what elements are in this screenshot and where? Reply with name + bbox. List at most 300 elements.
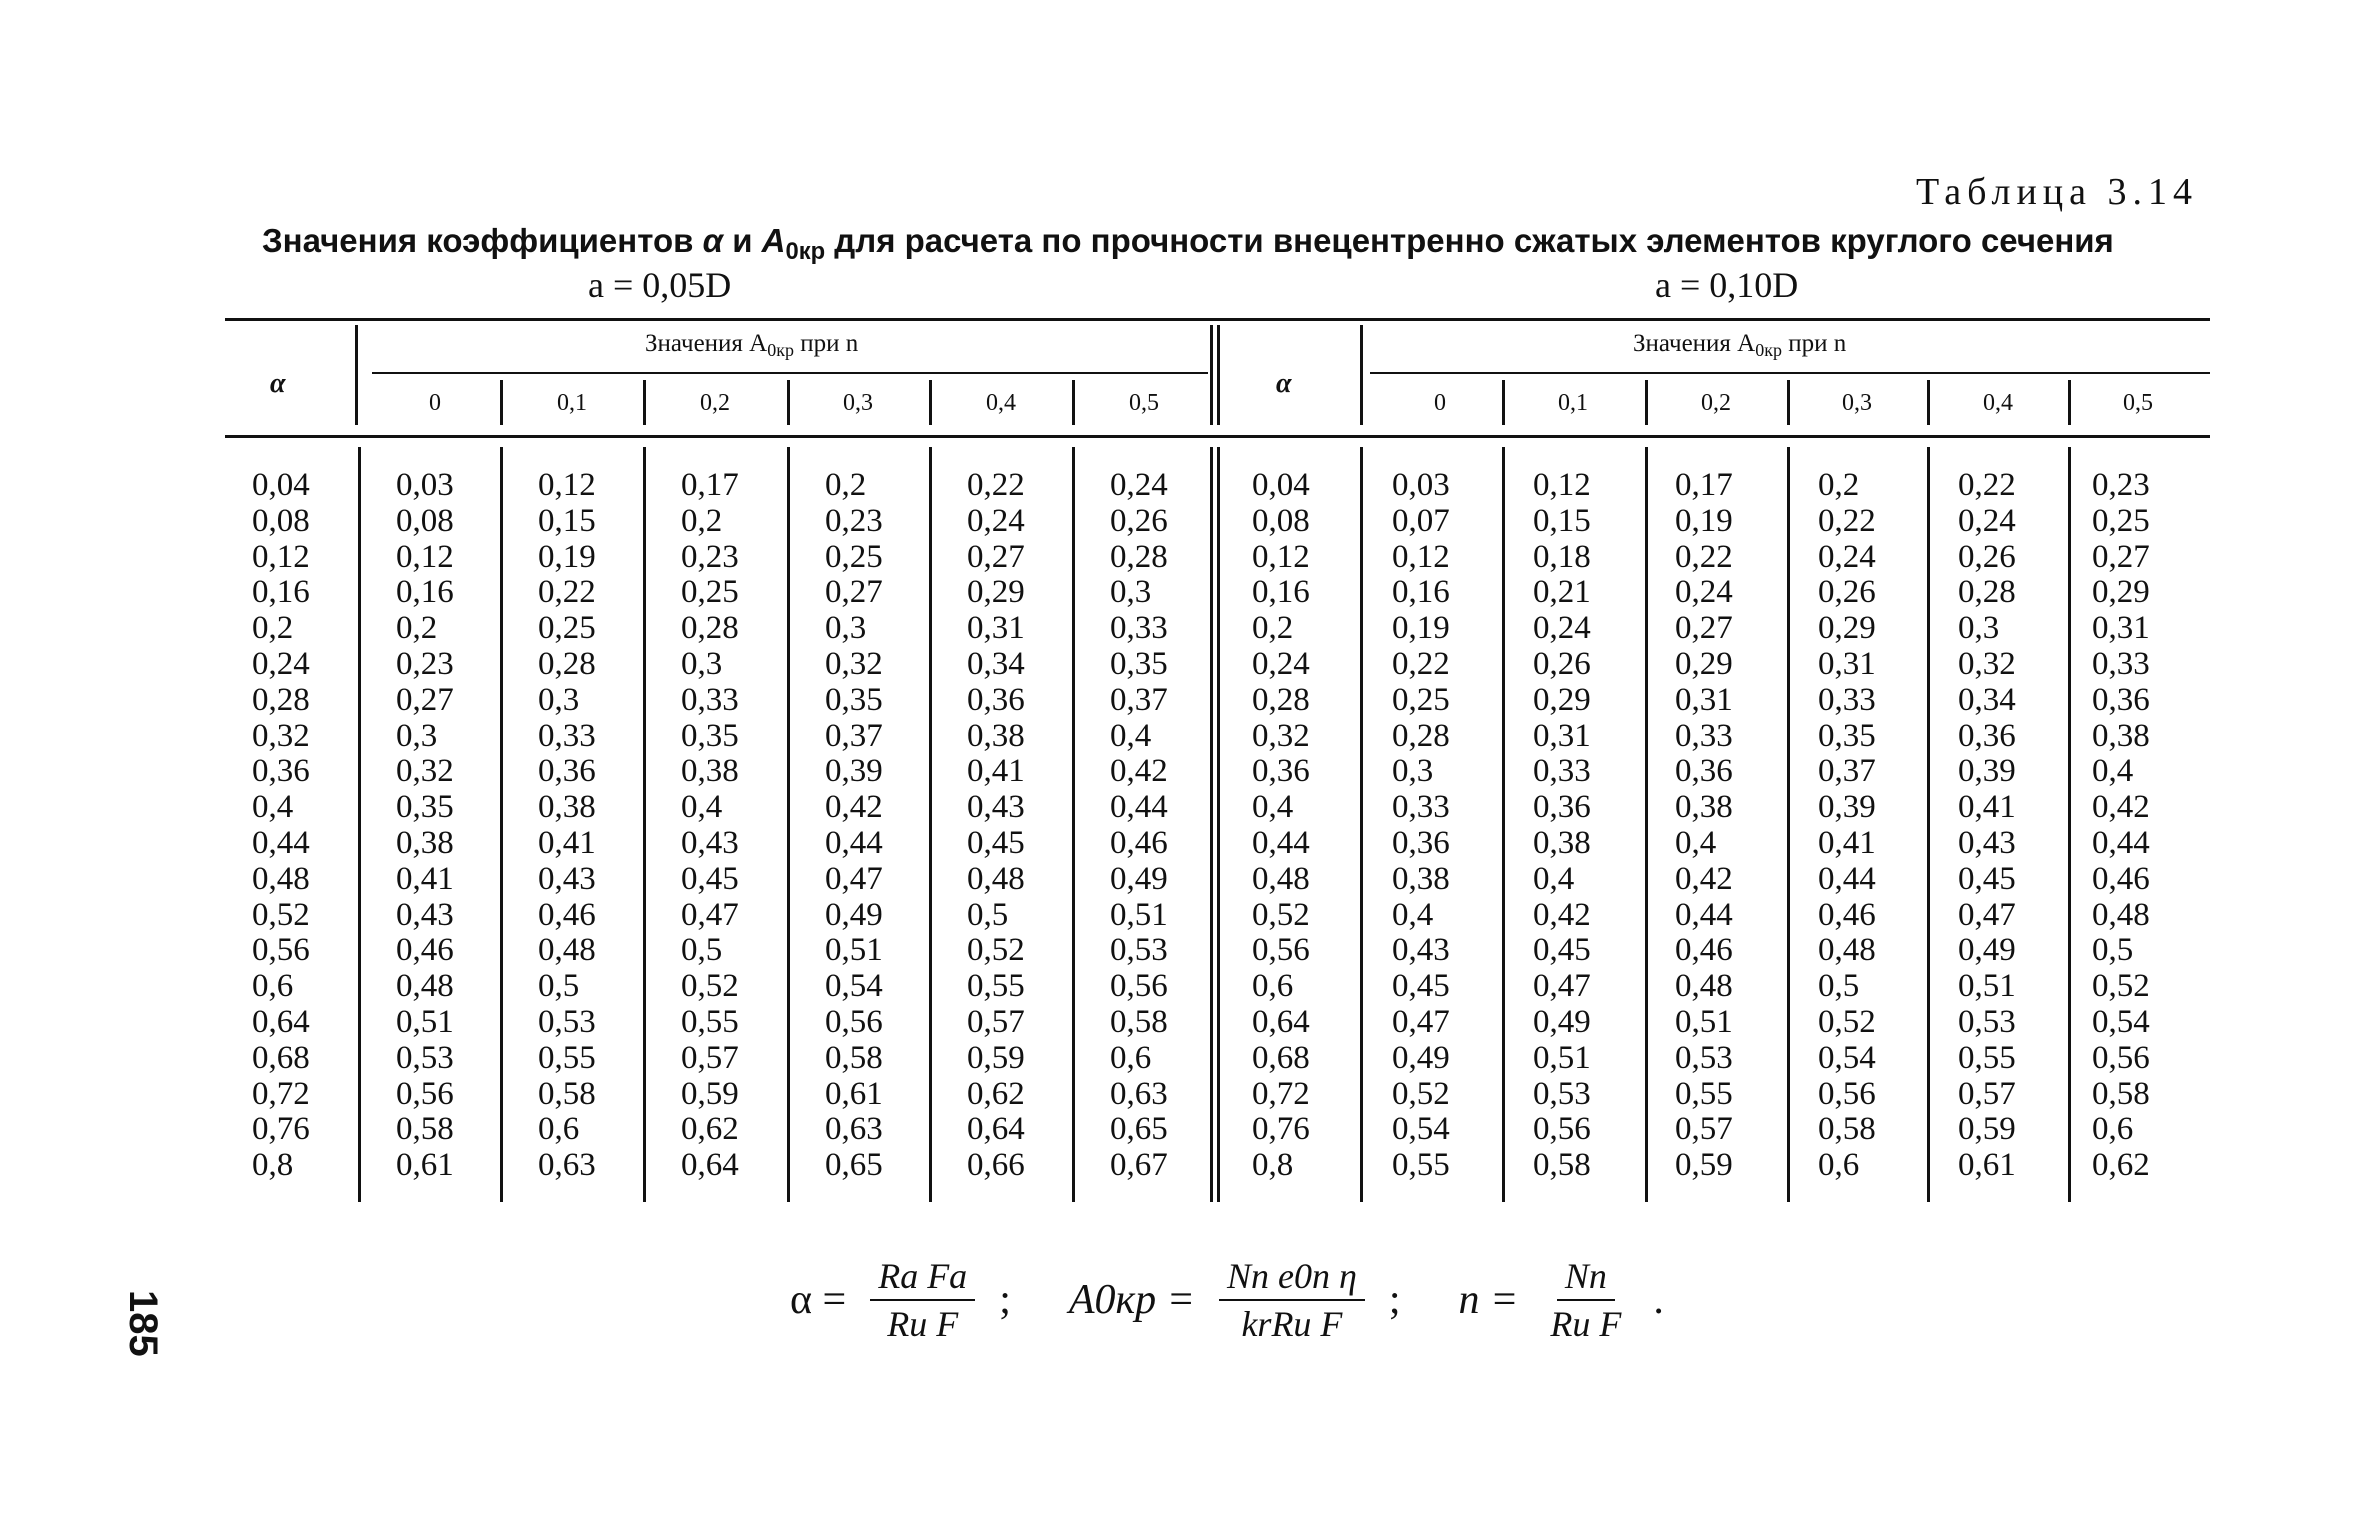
- table-cell: 0,56: [825, 1003, 883, 1040]
- divider: [1360, 447, 1363, 1202]
- table-cell: 0,51: [1675, 1003, 1733, 1040]
- table-cell: 0,54: [1392, 1111, 1450, 1148]
- table-cell: 0,41: [1958, 789, 2016, 826]
- a0kr-fraction: [1219, 1255, 1365, 1345]
- table-cell: 0,33: [1818, 681, 1876, 718]
- table-cell: 0,28: [1392, 717, 1450, 754]
- table-cell: 0,44: [2092, 824, 2150, 861]
- table-cell: 0,16: [1252, 574, 1310, 611]
- table-cell: 0,3: [1110, 574, 1152, 611]
- table-cell: 0,23: [681, 538, 739, 575]
- table-cell: 0,46: [538, 896, 596, 933]
- table-cell: 0,55: [681, 1003, 739, 1040]
- n-header: 0,5: [1129, 390, 1159, 416]
- table-cell: 0,45: [681, 860, 739, 897]
- table-cell: 0,36: [252, 753, 310, 790]
- table-cell: 0,55: [538, 1039, 596, 1076]
- title-a: A: [761, 222, 786, 259]
- table-cell: 0,33: [538, 717, 596, 754]
- table-cell: 0,64: [681, 1147, 739, 1184]
- table-cell: 0,27: [967, 538, 1025, 575]
- value-column: [1392, 468, 1450, 1184]
- table-cell: 0,27: [2092, 538, 2150, 575]
- table-cell: 0,47: [1392, 1003, 1450, 1040]
- table-cell: 0,12: [1392, 538, 1450, 575]
- n-header: 0,3: [1842, 390, 1872, 416]
- table-cell: 0,34: [1958, 681, 2016, 718]
- table-cell: 0,49: [1958, 932, 2016, 969]
- table-cell: 0,33: [681, 681, 739, 718]
- table-cell: 0,72: [252, 1075, 310, 1112]
- table-cell: 0,17: [681, 467, 739, 503]
- value-column: [1533, 468, 1591, 1184]
- table-cell: 0,22: [1818, 502, 1876, 539]
- table-cell: 0,52: [681, 968, 739, 1005]
- divider: [643, 447, 646, 1202]
- table-cell: 0,38: [1675, 789, 1733, 826]
- table-cell: 0,55: [1392, 1147, 1450, 1184]
- table-cell: 0,58: [825, 1039, 883, 1076]
- table-cell: 0,27: [1675, 610, 1733, 647]
- table-cell: 0,51: [1958, 968, 2016, 1005]
- a0kr-numerator: Nп e0п η: [1219, 1255, 1365, 1301]
- table-cell: 0,38: [1533, 824, 1591, 861]
- table-cell: 0,23: [2092, 467, 2150, 503]
- table-cell: 0,59: [1958, 1111, 2016, 1148]
- table-cell: 0,6: [1252, 968, 1294, 1005]
- table-cell: 0,65: [1110, 1111, 1168, 1148]
- title-post: для расчета по прочности внецентренно сжатых элементов круглого сечения: [825, 222, 2114, 259]
- table-cell: 0,36: [1392, 824, 1450, 861]
- divider: [929, 380, 932, 425]
- table-cell: 0,51: [1110, 896, 1168, 933]
- table-cell: 0,35: [681, 717, 739, 754]
- a0kr-lhs: A0кр =: [1068, 1277, 1196, 1323]
- alpha-lhs: α =: [790, 1277, 847, 1323]
- divider: [1502, 380, 1505, 425]
- n-header: 0,5: [2123, 390, 2153, 416]
- table-cell: 0,6: [1110, 1039, 1152, 1076]
- table-cell: 0,29: [1675, 645, 1733, 682]
- table-cell: 0,21: [1533, 574, 1591, 611]
- formula: [790, 1255, 1664, 1345]
- n-header: 0,2: [700, 390, 730, 416]
- title-alpha: α: [702, 222, 724, 259]
- table-cell: 0,5: [538, 968, 580, 1005]
- table-label: Таблица 3.14: [1915, 171, 2198, 213]
- alpha-denominator: Rи F: [887, 1304, 959, 1344]
- formula-end: .: [1653, 1277, 1664, 1323]
- table-cell: 0,56: [1110, 968, 1168, 1005]
- alpha-column-left: [252, 468, 310, 1184]
- table-cell: 0,19: [1675, 502, 1733, 539]
- table-cell: 0,56: [1533, 1111, 1591, 1148]
- table-cell: 0,43: [396, 896, 454, 933]
- table-cell: 0,16: [252, 574, 310, 611]
- table-cell: 0,28: [681, 610, 739, 647]
- table-cell: 0,27: [396, 681, 454, 718]
- value-column: [2092, 468, 2150, 1184]
- table-cell: 0,52: [2092, 968, 2150, 1005]
- table-cell: 0,41: [1818, 824, 1876, 861]
- table-cell: 0,5: [1818, 968, 1860, 1005]
- table-cell: 0,54: [2092, 1003, 2150, 1040]
- divider: [2068, 380, 2071, 425]
- table-cell: 0,33: [1675, 717, 1733, 754]
- table-cell: 0,58: [1533, 1147, 1591, 1184]
- n-header: 0,4: [1983, 390, 2013, 416]
- table-cell: 0,43: [1392, 932, 1450, 969]
- table-cell: 0,33: [1110, 610, 1168, 647]
- table-cell: 0,53: [538, 1003, 596, 1040]
- table-cell: 0,52: [1818, 1003, 1876, 1040]
- table-cell: 0,23: [396, 645, 454, 682]
- table-cell: 0,44: [1675, 896, 1733, 933]
- table-cell: 0,15: [538, 502, 596, 539]
- table-cell: 0,57: [681, 1039, 739, 1076]
- table-cell: 0,38: [2092, 717, 2150, 754]
- table-cell: 0,46: [396, 932, 454, 969]
- table-cell: 0,16: [1392, 574, 1450, 611]
- table-cell: 0,3: [1392, 753, 1434, 790]
- table-cell: 0,61: [1958, 1147, 2016, 1184]
- table-cell: 0,08: [396, 502, 454, 539]
- table-cell: 0,31: [1818, 645, 1876, 682]
- table-cell: 0,48: [396, 968, 454, 1005]
- title-pre: Значения коэффициентов: [262, 222, 703, 259]
- table-cell: 0,56: [1818, 1075, 1876, 1112]
- table-cell: 0,36: [1675, 753, 1733, 790]
- n-header: 0,3: [843, 390, 873, 416]
- table-cell: 0,35: [396, 789, 454, 826]
- table-cell: 0,45: [1392, 968, 1450, 1005]
- table-cell: 0,47: [825, 860, 883, 897]
- value-column: [825, 468, 883, 1184]
- table-cell: 0,32: [252, 717, 310, 754]
- table-cell: 0,59: [681, 1075, 739, 1112]
- table-cell: 0,42: [1533, 896, 1591, 933]
- table-cell: 0,52: [252, 896, 310, 933]
- double-divider: [1210, 447, 1220, 1202]
- table-cell: 0,48: [538, 932, 596, 969]
- table-cell: 0,36: [538, 753, 596, 790]
- table-cell: 0,53: [1110, 932, 1168, 969]
- table-cell: 0,33: [1392, 789, 1450, 826]
- double-divider: [1210, 325, 1220, 425]
- table-cell: 0,39: [1818, 789, 1876, 826]
- table-cell: 0,63: [538, 1147, 596, 1184]
- table-cell: 0,46: [2092, 860, 2150, 897]
- table-cell: 0,59: [1675, 1147, 1733, 1184]
- n-header: 0: [1434, 390, 1446, 416]
- table-cell: 0,25: [1392, 681, 1450, 718]
- table-cell: 0,45: [967, 824, 1025, 861]
- table-cell: 0,6: [2092, 1111, 2134, 1148]
- table-cell: 0,29: [967, 574, 1025, 611]
- table-cell: 0,48: [1675, 968, 1733, 1005]
- divider: [929, 447, 932, 1202]
- table-cell: 0,31: [1675, 681, 1733, 718]
- separator: ;: [1388, 1277, 1401, 1323]
- table-cell: 0,36: [967, 681, 1025, 718]
- table-cell: 0,58: [538, 1075, 596, 1112]
- table-cell: 0,63: [825, 1111, 883, 1148]
- table-cell: 0,08: [252, 502, 310, 539]
- table-cell: 0,66: [967, 1147, 1025, 1184]
- table-cell: 0,55: [967, 968, 1025, 1005]
- table-cell: 0,55: [1958, 1039, 2016, 1076]
- table-cell: 0,2: [1252, 610, 1294, 647]
- table-cell: 0,54: [1818, 1039, 1876, 1076]
- table-cell: 0,33: [1533, 753, 1591, 790]
- table-cell: 0,31: [1533, 717, 1591, 754]
- table-cell: 0,46: [1675, 932, 1733, 969]
- table-cell: 0,47: [1533, 968, 1591, 1005]
- table-cell: 0,4: [1533, 860, 1575, 897]
- alpha-header-right: α: [1276, 368, 1292, 399]
- table-cell: 0,76: [252, 1111, 310, 1148]
- table-cell: 0,67: [1110, 1147, 1168, 1184]
- table-cell: 0,37: [825, 717, 883, 754]
- table-cell: 0,44: [825, 824, 883, 861]
- table-cell: 0,56: [1252, 932, 1310, 969]
- table-cell: 0,45: [1533, 932, 1591, 969]
- table-cell: 0,31: [967, 610, 1025, 647]
- table-cell: 0,54: [825, 968, 883, 1005]
- table-cell: 0,72: [1252, 1075, 1310, 1112]
- alpha-header-left: α: [270, 368, 286, 399]
- table-cell: 0,39: [1958, 753, 2016, 790]
- table-cell: 0,28: [538, 645, 596, 682]
- table-cell: 0,32: [1958, 645, 2016, 682]
- table-cell: 0,62: [2092, 1147, 2150, 1184]
- table-cell: 0,64: [1252, 1003, 1310, 1040]
- table-cell: 0,22: [1675, 538, 1733, 575]
- table-cell: 0,24: [252, 645, 310, 682]
- table-cell: 0,63: [1110, 1075, 1168, 1112]
- n-numerator: Nп: [1557, 1255, 1615, 1301]
- table-cell: 0,53: [1958, 1003, 2016, 1040]
- table-cell: 0,58: [1110, 1003, 1168, 1040]
- table-cell: 0,68: [1252, 1039, 1310, 1076]
- n-fraction: [1542, 1255, 1629, 1345]
- n-header: 0,2: [1701, 390, 1731, 416]
- table-cell: 0,8: [1252, 1147, 1294, 1184]
- divider: [1072, 380, 1075, 425]
- table-cell: 0,58: [1818, 1111, 1876, 1148]
- table-cell: 0,39: [825, 753, 883, 790]
- group-sub: 0кр: [767, 340, 794, 361]
- table-cell: 0,3: [396, 717, 438, 754]
- table-cell: 0,28: [1252, 681, 1310, 718]
- table-cell: 0,25: [681, 574, 739, 611]
- table-cell: 0,49: [825, 896, 883, 933]
- table-top-rule: [225, 318, 2210, 321]
- table-cell: 0,6: [252, 968, 294, 1005]
- table-cell: 0,24: [1252, 645, 1310, 682]
- table-cell: 0,26: [1818, 574, 1876, 611]
- n-header: 0,1: [1558, 390, 1588, 416]
- divider: [787, 380, 790, 425]
- table-cell: 0,49: [1110, 860, 1168, 897]
- value-column: [967, 468, 1025, 1184]
- table-cell: 0,5: [2092, 932, 2134, 969]
- case-label-left: a = 0,05D: [588, 265, 732, 305]
- table-cell: 0,47: [681, 896, 739, 933]
- table-cell: 0,12: [1533, 467, 1591, 503]
- table-cell: 0,29: [1818, 610, 1876, 647]
- a0kr-denominator: krRи F: [1241, 1304, 1343, 1344]
- table-cell: 0,4: [1392, 896, 1434, 933]
- table-cell: 0,44: [1110, 789, 1168, 826]
- group-post: при n: [1781, 330, 1847, 357]
- table-cell: 0,59: [967, 1039, 1025, 1076]
- page-number: 185: [121, 1290, 165, 1357]
- table-cell: 0,37: [1818, 753, 1876, 790]
- table-cell: 0,22: [967, 467, 1025, 503]
- table-cell: 0,22: [538, 574, 596, 611]
- table-cell: 0,18: [1533, 538, 1591, 575]
- table-cell: 0,42: [825, 789, 883, 826]
- table-cell: 0,41: [396, 860, 454, 897]
- divider: [1927, 380, 1930, 425]
- table-cell: 0,46: [1818, 896, 1876, 933]
- divider: [355, 325, 358, 425]
- table-cell: 0,12: [538, 467, 596, 503]
- table-cell: 0,4: [1110, 717, 1152, 754]
- value-column: [1818, 468, 1876, 1184]
- table-cell: 0,3: [538, 681, 580, 718]
- value-column: [396, 468, 454, 1184]
- table-cell: 0,62: [681, 1111, 739, 1148]
- table-cell: 0,48: [1818, 932, 1876, 969]
- divider: [1072, 447, 1075, 1202]
- table-cell: 0,23: [825, 502, 883, 539]
- table-cell: 0,28: [252, 681, 310, 718]
- table-cell: 0,36: [1252, 753, 1310, 790]
- table-cell: 0,57: [1958, 1075, 2016, 1112]
- title-sub: 0кр: [785, 238, 826, 266]
- table-cell: 0,4: [1675, 824, 1717, 861]
- table-cell: 0,48: [2092, 896, 2150, 933]
- n-header: 0: [429, 390, 441, 416]
- table-cell: 0,76: [1252, 1111, 1310, 1148]
- group-header-left: [645, 330, 859, 361]
- table-cell: 0,28: [1958, 574, 2016, 611]
- table-cell: 0,3: [1958, 610, 2000, 647]
- table-cell: 0,26: [1533, 645, 1591, 682]
- divider: [1502, 447, 1505, 1202]
- divider: [1645, 380, 1648, 425]
- right-group-underline: [1370, 372, 2210, 374]
- table-cell: 0,65: [825, 1147, 883, 1184]
- table-cell: 0,28: [1110, 538, 1168, 575]
- table-cell: 0,53: [396, 1039, 454, 1076]
- table-cell: 0,51: [1533, 1039, 1591, 1076]
- table-cell: 0,51: [396, 1003, 454, 1040]
- table-title: [262, 222, 2114, 266]
- n-header: 0,4: [986, 390, 1016, 416]
- table-cell: 0,3: [825, 610, 867, 647]
- table-cell: 0,38: [681, 753, 739, 790]
- table-cell: 0,52: [1392, 1075, 1450, 1112]
- value-column: [1110, 468, 1168, 1184]
- table-cell: 0,58: [2092, 1075, 2150, 1112]
- divider: [1645, 447, 1648, 1202]
- table-cell: 0,53: [1675, 1039, 1733, 1076]
- table-cell: 0,61: [396, 1147, 454, 1184]
- table-cell: 0,15: [1533, 502, 1591, 539]
- alpha-numerator: Rа Fа: [870, 1255, 975, 1301]
- table-cell: 0,47: [1958, 896, 2016, 933]
- table-cell: 0,56: [252, 932, 310, 969]
- value-column: [538, 468, 596, 1184]
- table-cell: 0,12: [396, 538, 454, 575]
- table-cell: 0,4: [1252, 789, 1294, 826]
- table-cell: 0,07: [1392, 502, 1450, 539]
- value-column: [1958, 468, 2016, 1184]
- table-cell: 0,24: [1533, 610, 1591, 647]
- table-cell: 0,53: [1533, 1075, 1591, 1112]
- table-cell: 0,08: [1252, 502, 1310, 539]
- table-cell: 0,36: [2092, 681, 2150, 718]
- table-cell: 0,36: [1533, 789, 1591, 826]
- table-cell: 0,26: [1110, 502, 1168, 539]
- table-cell: 0,2: [825, 467, 867, 503]
- table-cell: 0,32: [396, 753, 454, 790]
- group-pre: Значения A: [1633, 330, 1756, 357]
- table-cell: 0,44: [1252, 824, 1310, 861]
- table-cell: 0,38: [396, 824, 454, 861]
- table-cell: 0,42: [1110, 753, 1168, 790]
- table-cell: 0,62: [967, 1075, 1025, 1112]
- table-cell: 0,45: [1958, 860, 2016, 897]
- table-cell: 0,34: [967, 645, 1025, 682]
- table-cell: 0,25: [538, 610, 596, 647]
- table-cell: 0,24: [1675, 574, 1733, 611]
- table-cell: 0,22: [1392, 645, 1450, 682]
- table-cell: 0,56: [396, 1075, 454, 1112]
- table-cell: 0,3: [681, 645, 723, 682]
- table-cell: 0,38: [967, 717, 1025, 754]
- value-column: [1675, 468, 1733, 1184]
- table-cell: 0,19: [1392, 610, 1450, 647]
- table-cell: 0,42: [1675, 860, 1733, 897]
- table-cell: 0,25: [2092, 502, 2150, 539]
- table-cell: 0,48: [1252, 860, 1310, 897]
- table-cell: 0,4: [2092, 753, 2134, 790]
- table-cell: 0,36: [1958, 717, 2016, 754]
- separator: ;: [999, 1277, 1011, 1323]
- divider: [1787, 447, 1790, 1202]
- table-cell: 0,04: [1252, 467, 1310, 503]
- group-sub: 0кр: [1755, 340, 1782, 361]
- n-denominator: Rи F: [1550, 1304, 1622, 1344]
- divider: [1787, 380, 1790, 425]
- table-cell: 0,19: [538, 538, 596, 575]
- alpha-fraction: [870, 1255, 975, 1345]
- table-cell: 0,35: [825, 681, 883, 718]
- table-cell: 0,64: [252, 1003, 310, 1040]
- table-cell: 0,12: [252, 538, 310, 575]
- header-bottom-rule: [225, 435, 2210, 438]
- n-lhs: n =: [1458, 1277, 1519, 1323]
- table-cell: 0,38: [538, 789, 596, 826]
- table-cell: 0,49: [1392, 1039, 1450, 1076]
- table-cell: 0,37: [1110, 681, 1168, 718]
- table-cell: 0,5: [681, 932, 723, 969]
- table-cell: 0,03: [1392, 467, 1450, 503]
